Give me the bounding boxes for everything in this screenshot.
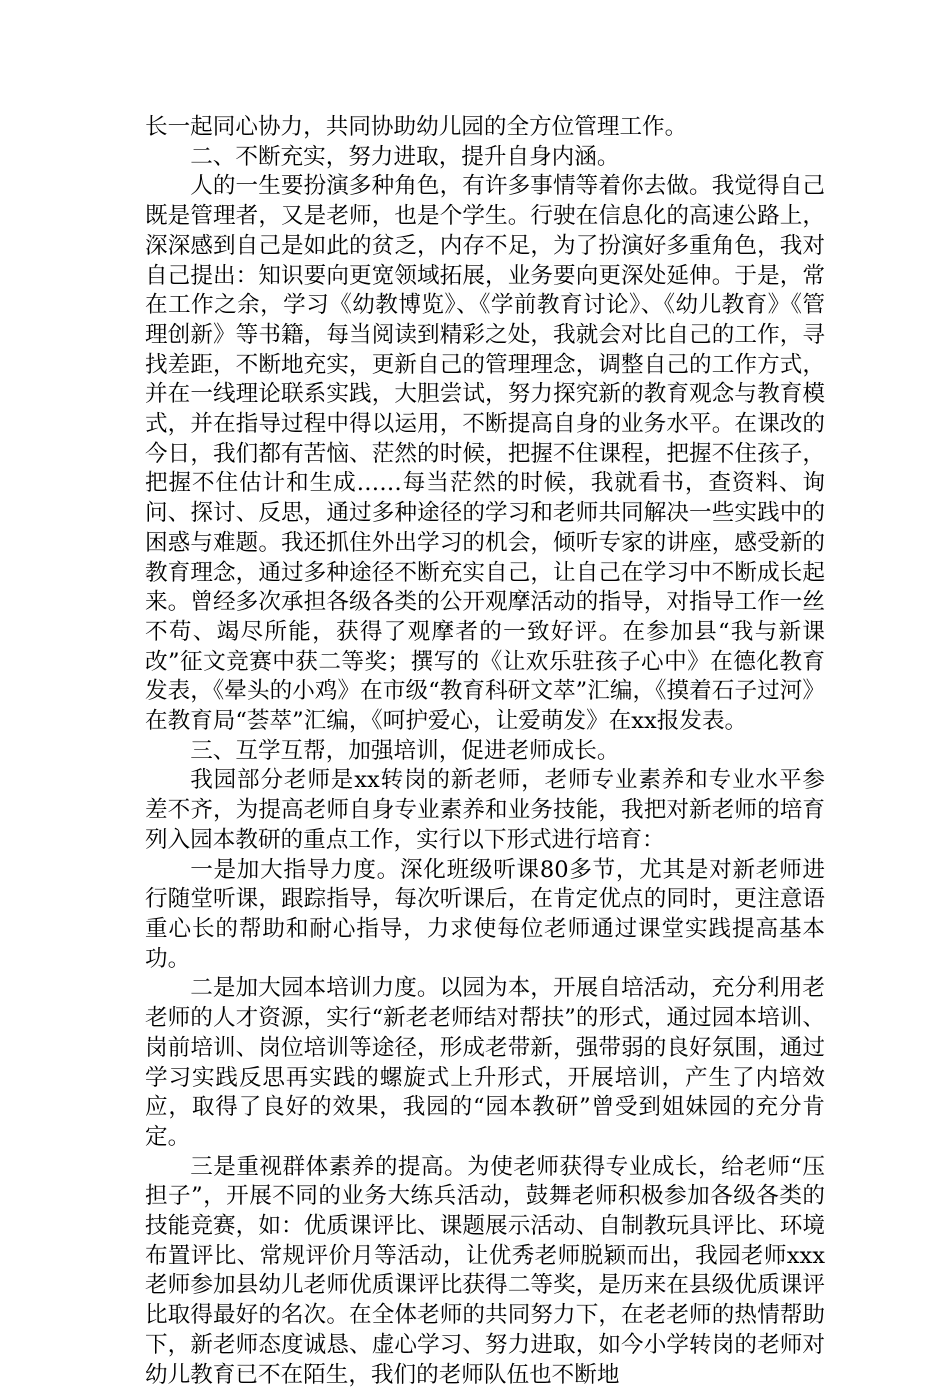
paragraph-training-intro: 我园部分老师是xx转岗的新老师，老师专业素养和专业水平参差不齐，为提高老师自身专业素养和业务技能，我把对新老师的培育列入园本教研的重点工作，实行以下形式进行培育： xyxy=(145,767,825,853)
section-heading-three: 三、互学互帮，加强培训，促进老师成长。 xyxy=(190,737,620,764)
paragraph-self-improvement: 人的一生要扮演多种角色，有许多事情等着你去做。我觉得自己既是管理者，又是老师，也是个学生。行驶在信息化的高速公路上，深深感到自己是如此的贫乏，内存不足，为了扮演好多重角色，我对自己提出：知识要向更宽领域拓展，业务要向更深处延伸。于是，常在工作之余，学习《幼教博览》、《学前教育讨论》、《幼儿教育》《管理创新》等书籍，每当阅读到精彩之处，我就会对比自己的工作，寻找差距，不断地充实，更新自己的管理理念，调整自己的工作方式，并在一线理论联系实践，大胆尝试，努力探究新的教育观念与教育模式，并在指导过程中得以运用，不断提高自身的业务水平。在课改的今日，我们都有苦恼、茫然的时候，把握不住课程，把握不住孩子，把握不住估计和生成……每当茫然的时候，我就看书，查资料、询问、探讨、反思，通过多种途径的学习和老师共同解决一些实践中的困惑与难题。我还抓住外出学习的机会，倾听专家的讲座，感受新的教育理念，通过多种途径不断充实自己，让自己在学习中不断成长起来。曾经多次承担各级各类的公开观摩活动的指导，对指导工作一丝不苟、竭尽所能，获得了观摩者的一致好评。在参加县“我与新课改”征文竞赛中获二等奖；撰写的《让欢乐驻孩子心中》在德化教育发表，《晕头的小鸡》在市级“教育科研文萃”汇编，《摸着石子过河》在教育局“荟萃”汇编，《呵护爱心，让爱萌发》在xx报发表。 xyxy=(145,173,825,735)
document-page xyxy=(145,113,825,1390)
paragraph-group-quality: 三是重视群体素养的提高。为使老师获得专业成长，给老师“压担子”，开展不同的业务大练兵活动，鼓舞老师积极参加各级各类的技能竞赛，如：优质课评比、课题展示活动、自制教玩具评比、环境布置评比、常规评价月等活动，让优秀老师脱颖而出，我园老师xxx老师参加县幼儿老师优质课评比获得二等奖，是历来在县级优质课评比取得最好的名次。在全体老师的共同努力下，在老老师的热情帮助下，新老师态度诚恳、虚心学习、努力进取，如今小学转岗的老师对幼儿教育已不在陌生，我们的老师队伍也不断地 xyxy=(145,1153,825,1388)
paragraph-continuation: 长一起同心协力，共同协助幼儿园的全方位管理工作。 xyxy=(145,114,688,140)
section-heading-two: 二、不断充实，努力进取，提升自身内涵。 xyxy=(190,143,620,170)
paragraph-school-training: 二是加大园本培训力度。以园为本，开展自培活动，充分利用老老师的人才资源，实行“新老老师结对帮扶”的形式，通过园本培训、岗前培训、岗位培训等途径，形成老带新，强带弱的良好氛围，通过学习实践反思再实践的螺旋式上升形式，开展培训，产生了内培效应，取得了良好的效果，我园的“园本教研”曾受到姐妹园的充分肯定。 xyxy=(145,975,825,1150)
paragraph-guidance: 一是加大指导力度。深化班级听课80多节，尤其是对新老师进行随堂听课，跟踪指导，每次听课后，在肯定优点的同时，更注意语重心长的帮助和耐心指导，力求使每位老师通过课堂实践提高基本功。 xyxy=(145,856,825,972)
